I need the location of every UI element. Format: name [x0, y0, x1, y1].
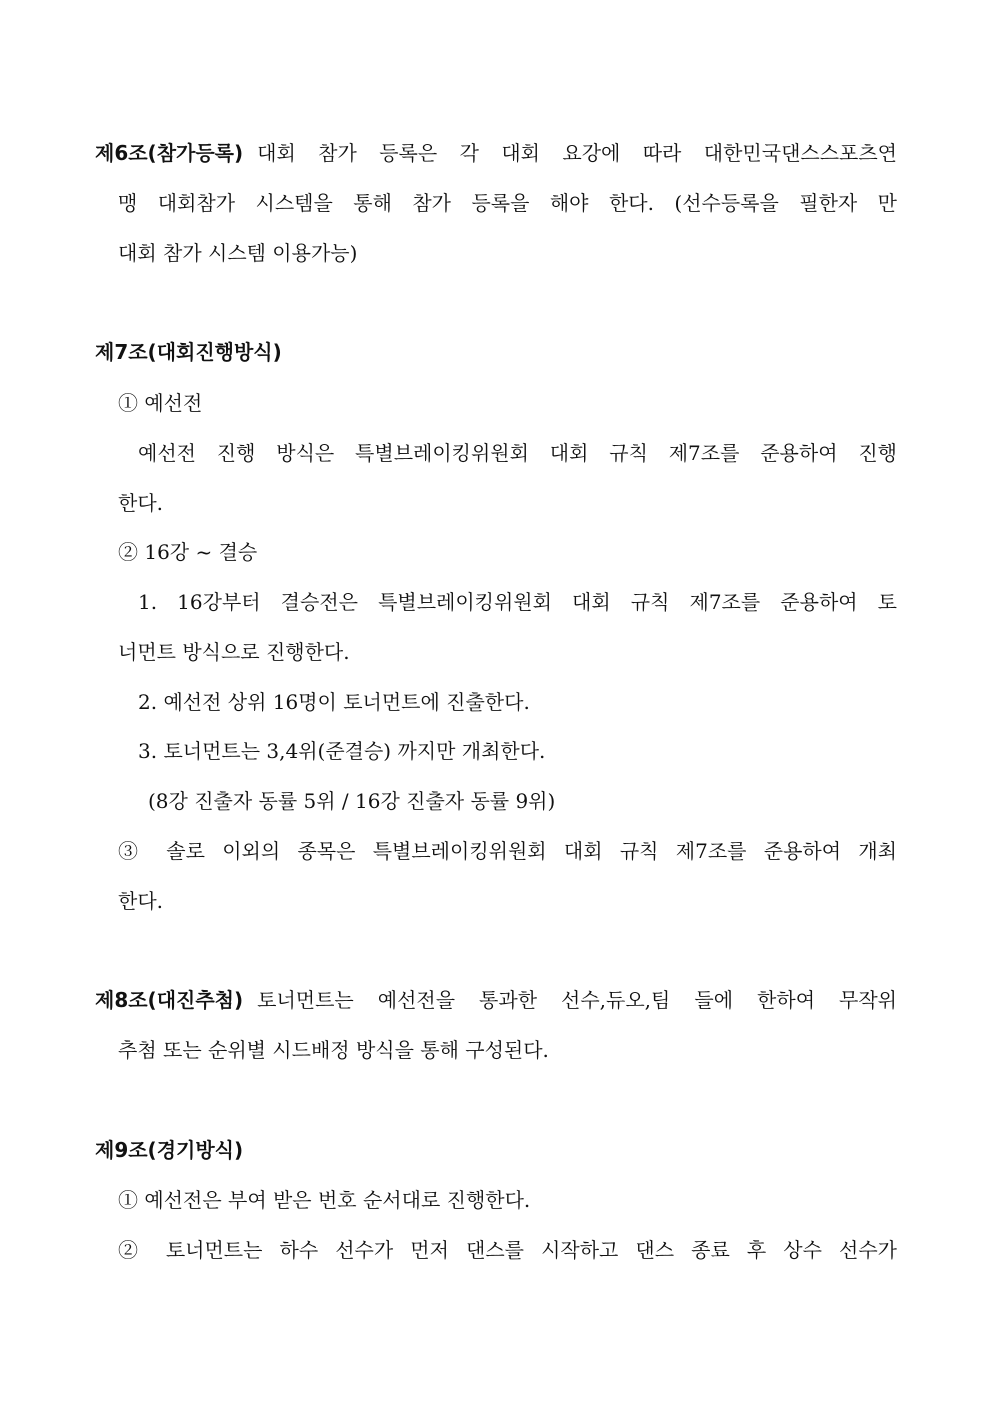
article8-text2: 추첨 또는 순위별 시드배정 방식을 통해 구성된다.	[118, 1038, 549, 1062]
article7-item1-line1	[0, 433, 992, 473]
article8-line2	[0, 1030, 992, 1070]
article6-line3	[0, 233, 992, 273]
article7-item1-text2: 한다.	[118, 491, 163, 515]
article7-item3-line2	[0, 881, 992, 921]
article7-item2-sub1-text2: 너먼트 방식으로 진행한다.	[118, 640, 350, 664]
article8-line1	[0, 980, 992, 1020]
article7-item1-title-line	[0, 383, 992, 423]
article9-item2-line	[0, 1230, 992, 1270]
article9-heading: 제9조(경기방식)	[95, 1138, 244, 1162]
article7-heading-line	[0, 332, 992, 372]
article6-line1	[0, 133, 992, 173]
article7-heading: 제7조(대회진행방식)	[95, 340, 282, 364]
article9-item2: ② 토너먼트는 하수 선수가 먼저 댄스를 시작하고 댄스 종료 후 상수 선수가	[118, 1238, 897, 1262]
article6-heading: 제6조(참가등록)	[95, 141, 244, 165]
article7-item3-text1: ③ 솔로 이외의 종목은 특별브레이킹위원회 대회 규칙 제7조를 준용하여 개최	[118, 839, 897, 863]
article9-item1: ① 예선전은 부여 받은 번호 순서대로 진행한다.	[118, 1188, 531, 1212]
article7-item2-sub1-line2	[0, 632, 992, 672]
article8-text1-content: 토너먼트는 예선전을 통과한 선수,듀오,팀 들에 한하여 무작위	[257, 988, 897, 1012]
article7-item2-title-line	[0, 532, 992, 572]
article7-item2-sub3-line	[0, 731, 992, 771]
article6-line1-wrap	[95, 133, 897, 173]
article8-text1	[257, 980, 897, 1020]
article9-item1-line	[0, 1180, 992, 1220]
article7-item3-text2: 한다.	[118, 889, 163, 913]
article7-item2-sub2: 2. 예선전 상위 16명이 토너먼트에 진출한다.	[138, 690, 530, 714]
article7-item2-note-line	[0, 781, 992, 821]
article7-item1-line2	[0, 483, 992, 523]
article7-item3-line1	[0, 831, 992, 871]
article6-text2: 맹 대회참가 시스템을 통해 참가 등록을 해야 한다. (선수등록을 필한자 만	[118, 191, 897, 215]
article6-text3: 대회 참가 시스템 이용가능)	[118, 241, 358, 265]
article6-text1-content: 대회 참가 등록은 각 대회 요강에 따라 대한민국댄스스포츠연	[257, 141, 897, 165]
article7-item2-note: (8강 진출자 동률 5위 / 16강 진출자 동률 9위)	[148, 789, 556, 813]
article7-item2-title: ② 16강 ~ 결승	[118, 540, 258, 564]
article7-item2-sub1-line1	[0, 582, 992, 622]
article9-heading-line	[0, 1130, 992, 1170]
article7-item1-text1: 예선전 진행 방식은 특별브레이킹위원회 대회 규칙 제7조를 준용하여 진행	[138, 441, 897, 465]
article6-line2	[0, 183, 992, 223]
article8-line1-wrap	[95, 980, 897, 1020]
article8-heading: 제8조(대진추첨)	[95, 988, 244, 1012]
article7-item2-sub3: 3. 토너먼트는 3,4위(준결승) 까지만 개최한다.	[138, 739, 546, 763]
article7-item2-sub2-line	[0, 682, 992, 722]
article6-text1	[257, 133, 897, 173]
article7-item1-title: ① 예선전	[118, 391, 203, 415]
article7-item2-sub1-text1: 1. 16강부터 결승전은 특별브레이킹위원회 대회 규칙 제7조를 준용하여 토	[138, 590, 897, 614]
